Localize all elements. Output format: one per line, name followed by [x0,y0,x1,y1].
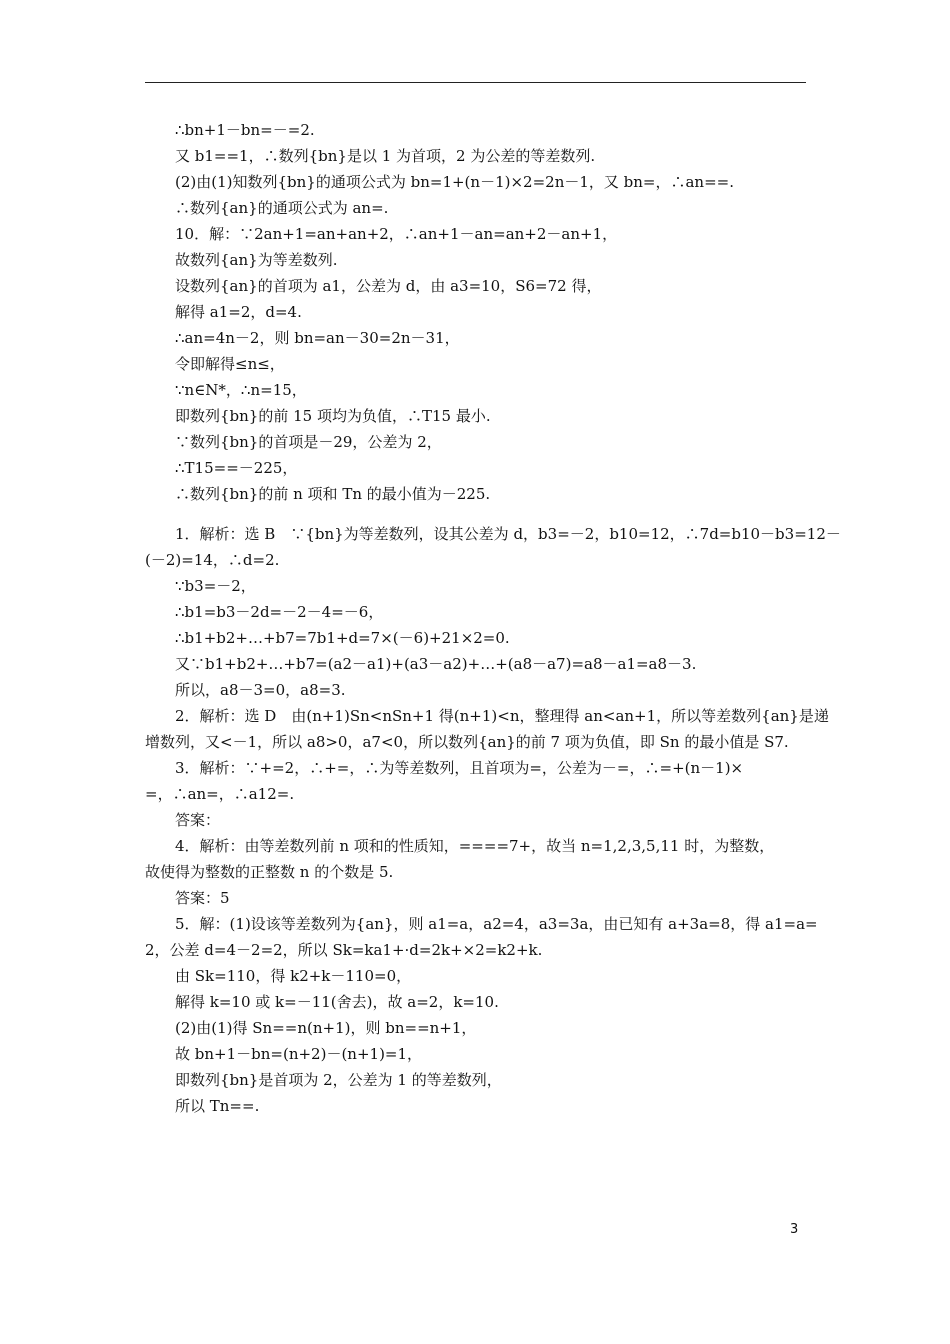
text-line: ∴数列{an}的通项公式为 an=. [175,199,389,217]
text-line: 又 b1==1，∴数列{bn}是以 1 为首项，2 为公差的等差数列. [175,147,596,165]
text-line: 即数列{bn}的前 15 项均为负值，∴T15 最小. [175,407,491,425]
text-line: 故 bn+1－bn=(n+2)－(n+1)=1， [175,1045,423,1063]
text-line: ∴数列{bn}的前 n 项和 Tn 的最小值为－225. [175,485,491,503]
text-line: 令即解得≤n≤， [175,355,285,373]
text-line: ∵b3=－2， [175,577,256,595]
text-line: 增数列，又<－1，所以 a8>0，a7<0，所以数列{an}的前 7 项为负值，即 Sn 的最小值是 S7. [145,733,789,751]
text-line: ∴T15==－225， [175,459,298,477]
text-line: 2，公差 d=4－2=2，所以 Sk=ka1+·d=2k+×2=k2+k. [145,941,543,959]
text-line: 所以，a8－3=0，a8=3. [175,681,346,699]
text-line: 解得 k=10 或 k=－11(舍去)，故 a=2，k=10. [175,993,499,1011]
text-line: 2．解析：选 D 由(n+1)Sn<nSn+1 得(n+1)<n，整理得 an<an+1，所以等差数列{an}是递 [175,707,829,725]
text-line: 解得 a1=2，d=4. [175,303,302,321]
header-rule [145,82,806,83]
text-line: 故使得为整数的正整数 n 的个数是 5. [145,863,394,881]
text-line: 故数列{an}为等差数列. [175,251,338,269]
text-line: (－2)=14，∴d=2. [145,551,280,569]
page-number: 3 [790,1222,799,1237]
text-line: 答案：5 [175,889,230,907]
text-line: 4．解析：由等差数列前 n 项和的性质知，====7+，故当 n=1,2,3,5,11 时，为整数， [175,837,775,855]
text-line: 设数列{an}的首项为 a1，公差为 d，由 a3=10，S6=72 得， [175,277,602,295]
text-line: (2)由(1)得 Sn==n(n+1)，则 bn==n+1， [175,1019,477,1037]
text-line: 5．解：(1)设该等差数列为{an}，则 a1=a，a2=4，a3=3a，由已知有 a+3a=8，得 a1=a= [175,915,818,933]
text-line: ∴b1=b3－2d=－2－4=－6， [175,603,384,621]
text-line: ∵n∈N*，∴n=15， [175,381,307,399]
text-line: 又∵b1+b2+…+b7=(a2－a1)+(a3－a2)+…+(a8－a7)=a8－a1=a8－3. [175,655,697,673]
text-line: ∴b1+b2+…+b7=7b1+d=7×(－6)+21×2=0. [175,629,510,647]
text-line: 10．解：∵2an+1=an+an+2，∴an+1－an=an+2－an+1， [175,225,618,243]
text-line: 答案： [175,811,221,829]
text-line: 3．解析：∵+=2，∴+=，∴为等差数列，且首项为=，公差为－=，∴=+(n－1)× [175,759,744,777]
text-line: 即数列{bn}是首项为 2，公差为 1 的等差数列， [175,1071,502,1089]
text-line: ∴bn+1－bn=－=2. [175,121,315,139]
text-line: =，∴an=，∴a12=. [145,785,295,803]
text-line: ∵数列{bn}的首项是－29，公差为 2， [175,433,442,451]
text-line: 1．解析：选 B ∵{bn}为等差数列，设其公差为 d，b3=－2，b10=12，∴7d=b10－b3=12－ [175,525,841,543]
text-line: (2)由(1)知数列{bn}的通项公式为 bn=1+(n－1)×2=2n－1，又 bn=，∴an==. [175,173,735,191]
text-line: 由 Sk=110，得 k2+k－110=0， [175,967,412,985]
text-line: 所以 Tn==. [175,1097,260,1115]
text-line: ∴an=4n－2，则 bn=an－30=2n－31， [175,329,460,347]
